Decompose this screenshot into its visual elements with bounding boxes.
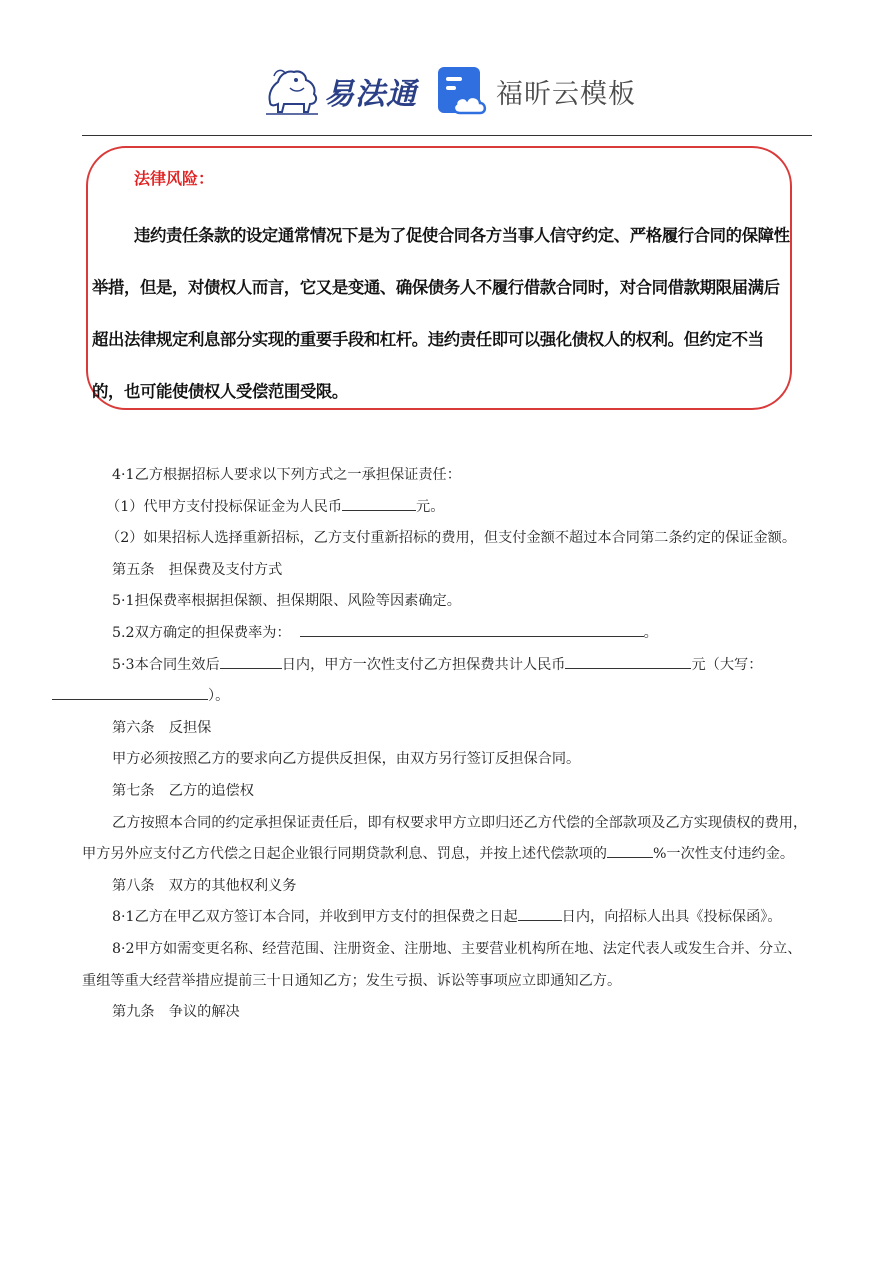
- article-6-text: 甲方必须按照乙方的要求向乙方提供反担保，由双方另行签订反担保合同。: [112, 751, 581, 768]
- legal-risk-title: 法律风险：: [134, 169, 215, 188]
- clause-4-1: 4·1乙方根据招标人要求以下列方式之一承担保证责任：: [112, 467, 461, 483]
- blank-field: [220, 654, 282, 669]
- article-7-text: 乙方按照本合同的约定承担保证责任后，即有权要求甲方立即归还乙方代偿的全部款项及乙方实现债权的费用，甲方另外应支付乙方代偿之日起企业银行同期贷款利息、罚息，并按上述代偿款项的 %一次性支付违约金。: [82, 814, 808, 863]
- legal-risk-box: [86, 146, 792, 410]
- brand1-text: 易法通: [324, 77, 417, 112]
- clause-4-1-item-2: （2）如果招标人选择重新招标，乙方支付重新招标的费用，但支付金额不超过本合同第二条约定的保证金额。: [106, 530, 797, 547]
- article-5-heading: 第五条 担保费及支付方式: [112, 561, 283, 578]
- article-9-heading: 第九条 争议的解决: [112, 1004, 240, 1021]
- clause-8-2: 8·2甲方如需变更名称、经营范围、注册资金、注册地、主要营业机构所在地、法定代表人或发生合并、分立、重组等重大经营举措应提前三十日通知乙方；发生亏损、诉讼等事项应立即通知乙方。: [82, 940, 802, 989]
- clause-5-1: 5·1担保费率根据担保额、担保期限、风险等因素确定。: [112, 593, 461, 610]
- blank-field: [565, 654, 691, 669]
- clause-5-2: 5.2双方确定的担保费率为： 。: [82, 618, 812, 650]
- cloud-document-icon: [436, 65, 488, 117]
- blank-field: [607, 843, 653, 858]
- brand2-text: 福昕云模板: [496, 78, 636, 110]
- article-7-heading: 第七条 乙方的追偿权: [112, 782, 254, 799]
- blank-field: [518, 906, 562, 921]
- page-header: [0, 0, 893, 136]
- header-divider: [82, 135, 812, 136]
- lion-logo-icon: [262, 64, 322, 118]
- fuxin-logo: [436, 64, 636, 118]
- clause-5-3: 5·3本合同生效后 日内，甲方一次性支付乙方担保费共计人民币 元（大写： ）。: [82, 650, 812, 713]
- blank-field: [52, 685, 208, 700]
- legal-risk-text: 违约责任条款的设定通常情况下是为了促使合同各方当事人信守约定、严格履行合同的保障性举措，但是，对债权人而言，它又是变通、确保债务人不履行借款合同时，对合同借款期限届满后超出法律规定利息部分实现的重要手段和杠杆。违约责任即可以强化债权人的权利。但约定不当的，也可能使债权人受偿范围受限。: [92, 226, 790, 401]
- contract-body: [82, 460, 812, 1029]
- blank-field: [300, 622, 644, 637]
- blank-field: [342, 496, 416, 511]
- article-8-heading: 第八条 双方的其他权利义务: [112, 877, 297, 894]
- clause-4-1-item-1: （1）代甲方支付投标保证金为人民币 元。: [82, 492, 812, 524]
- yifatong-logo: [262, 64, 417, 118]
- article-6-heading: 第六条 反担保: [112, 719, 212, 736]
- clause-8-1: 8·1乙方在甲乙双方签订本合同，并收到甲方支付的担保费之日起 日内，向招标人出具《投标保函》。: [82, 902, 812, 934]
